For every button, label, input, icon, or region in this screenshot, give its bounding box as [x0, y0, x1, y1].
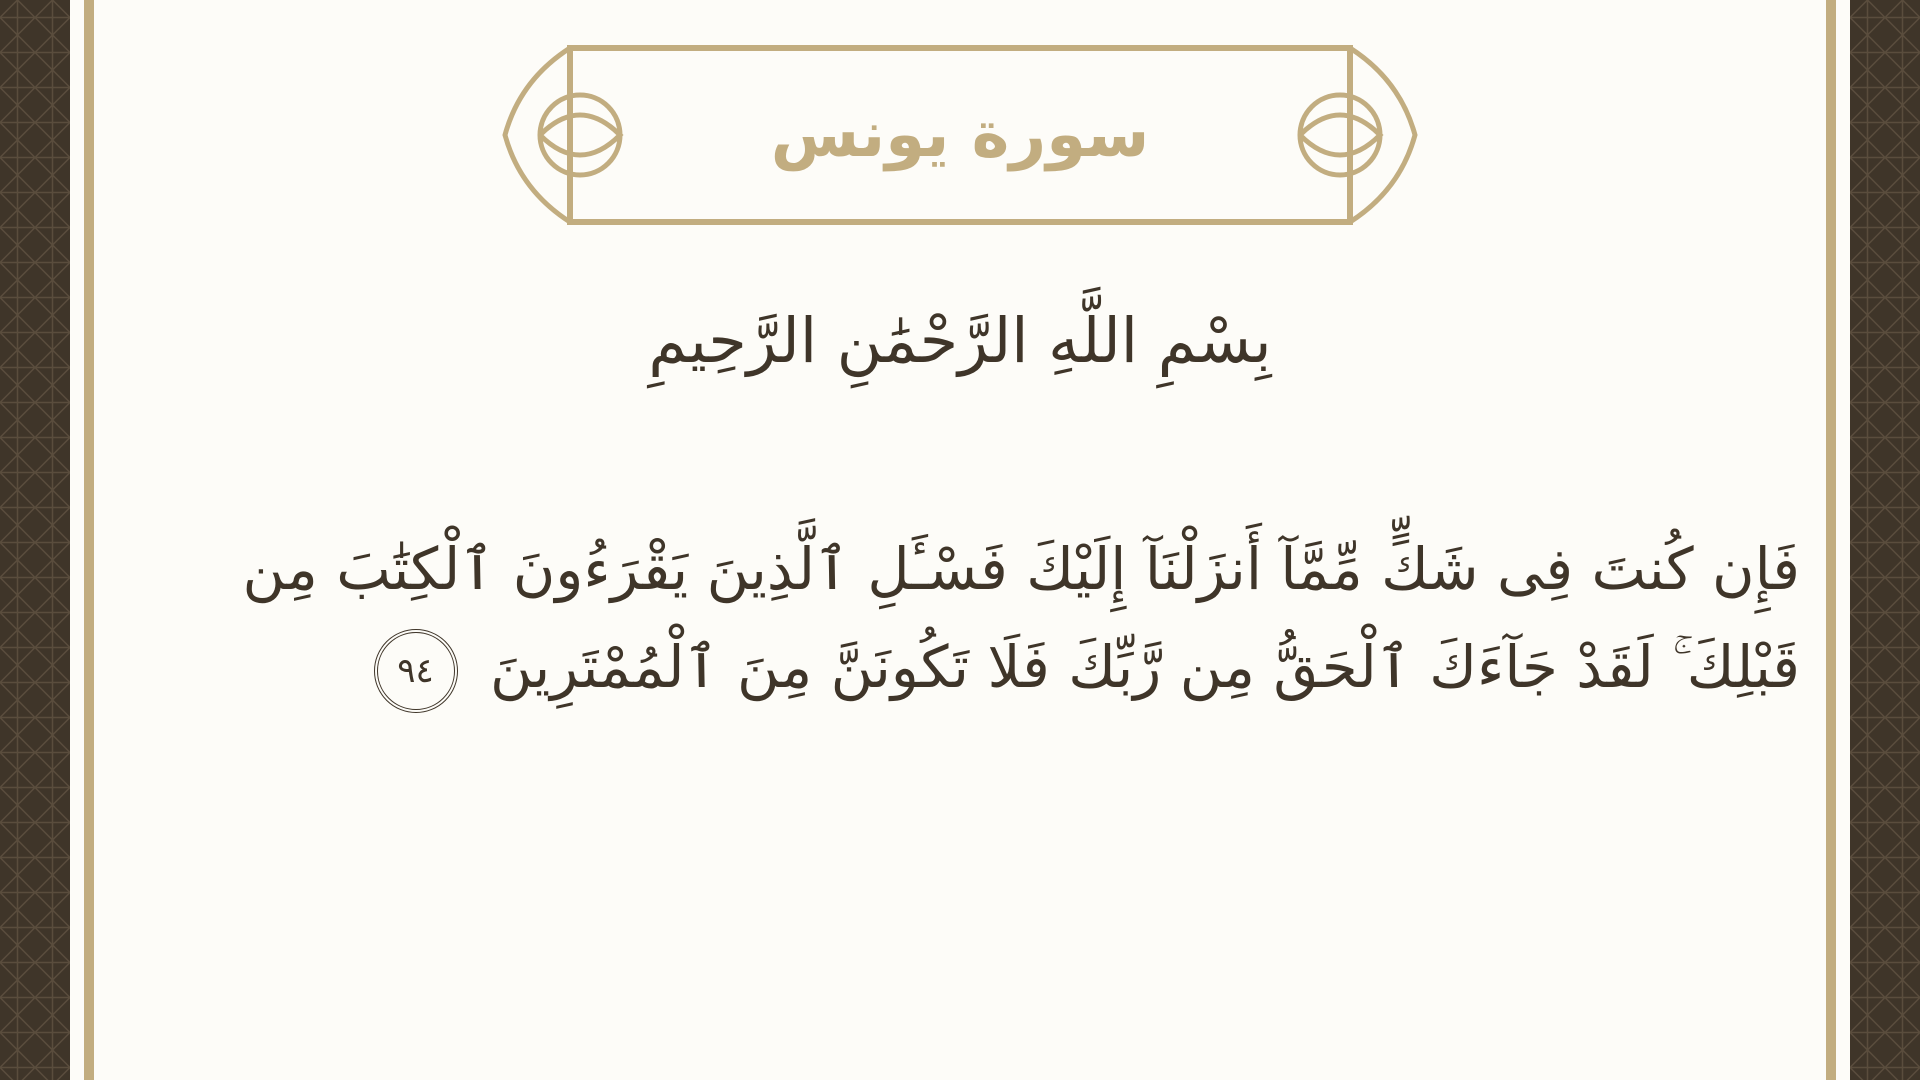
geometric-pattern-icon: [0, 0, 70, 1080]
surah-title: سورة يونس: [770, 98, 1150, 172]
right-gold-rule: [1826, 0, 1836, 1080]
ayah-number-badge: ٩٤: [374, 629, 458, 713]
geometric-pattern-icon: [1850, 0, 1920, 1080]
left-gold-rule: [84, 0, 94, 1080]
basmala: بِسْمِ اللَّهِ الرَّحْمَٰنِ الرَّحِيمِ: [648, 303, 1272, 377]
verse: [230, 520, 1800, 716]
left-decorative-border: [0, 0, 70, 1080]
right-decorative-border: [1850, 0, 1920, 1080]
surah-title-cartouche: [500, 40, 1420, 230]
verse-text: فَإِن كُنتَ فِى شَكٍّ مِّمَّآ أَنزَلْنَآ إِلَيْكَ فَسْـَٔلِ ٱلَّذِينَ يَقْرَءُونَ ٱلْكِتَٰبَ مِن قَبْلِكَ ۚ لَقَدْ جَآءَكَ ٱلْحَقُّ مِن رَّبِّكَ فَلَا تَكُونَنَّ مِنَ ٱلْمُمْتَرِينَ: [242, 535, 1800, 701]
